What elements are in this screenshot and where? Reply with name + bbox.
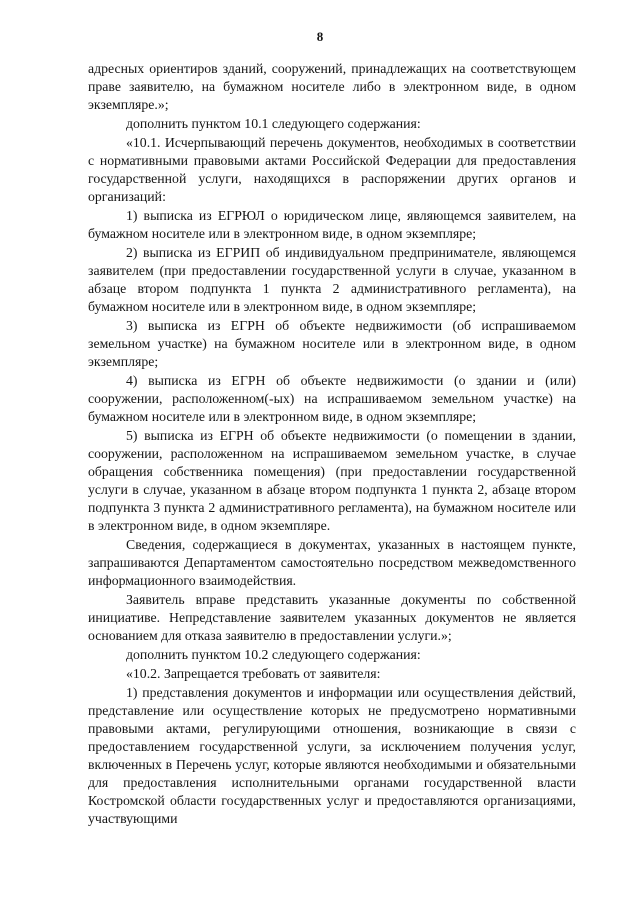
list-item-egrul: 1) выписка из ЕГРЮЛ о юридическом лице, являющемся заявителем, на бумажном носителе или в электронном виде, в одном экземпляре; [88,208,576,241]
paragraph-add-10-2-intro: дополнить пунктом 10.2 следующего содержания: [126,647,421,662]
page-number: 8 [316,29,324,44]
list-item-prohibited-documents: 1) представления документов и информации или осуществления действий, представление или осуществление которых не предусмотрено нормативными правовыми актами, регулирующими отношения, возникающие в связи с предоставлением государственной услуги, за исключением получения услуг, включенных в Перечень услуг, которые являются необходимыми и обязательными для предоставления исполнительными органами государственной власти Костромской области государственных услуг и предоставляются организациями, участвующими [88,685,576,826]
document-body [88,60,576,829]
list-item-egrn-building: 4) выписка из ЕГРН об объекте недвижимости (о здании и (или) сооружении, расположенном(-ых) на испрашиваемом земельном участке) на бумажном носителе или в электронном виде, в одном экземпляре; [88,373,576,424]
paragraph-add-10-1-intro: дополнить пунктом 10.1 следующего содержания: [126,116,421,131]
list-item-egrn-premises: 5) выписка из ЕГРН об объекте недвижимости (о помещении в здании, сооружении, расположенном на испрашиваемом земельном участке, в случае обращения собственника помещения) (при предоставлении государственной услуги в случае, указанном в абзаце втором подпункта 1 пункта 2, абзаце втором подпункта 3 пункта 2 административного регламента), на бумажном носителе или в электронном виде, в одном экземпляре. [88,428,576,533]
list-item-egrn-land: 3) выписка из ЕГРН об объекте недвижимости (об испрашиваемом земельном участке) на бумажном носителе или в электронном виде, в одном экземпляре; [88,318,576,369]
paragraph-10-2-heading: «10.2. Запрещается требовать от заявителя: [126,666,381,681]
paragraph-address-continuation: адресных ориентиров зданий, сооружений, принадлежащих на соответствующем праве заявителю, на бумажном носителе либо в электронном виде, в одном экземпляре.»; [88,61,576,112]
paragraph-applicant-initiative: Заявитель вправе представить указанные документы по собственной инициативе. Непредставление заявителем указанных документов не является основанием для отказа заявителю в предоставлении услуги.»; [88,592,576,643]
list-item-egrip: 2) выписка из ЕГРИП об индивидуальном предпринимателе, являющемся заявителем (при предоставлении государственной услуги в случае, указанном в абзаце втором подпункта 1 пункта 2 административного регламента), на бумажном носителе или в электронном виде, в одном экземпляре; [88,245,576,314]
paragraph-interagency-request: Сведения, содержащиеся в документах, указанных в настоящем пункте, запрашиваются Департаментом самостоятельно посредством межведомственного информационного взаимодействия. [88,537,576,588]
paragraph-10-1-heading: «10.1. Исчерпывающий перечень документов, необходимых в соответствии с нормативными правовыми актами Российской Федерации для предоставления государственной услуги, находящихся в распоряжении других органов и организаций: [88,135,576,204]
